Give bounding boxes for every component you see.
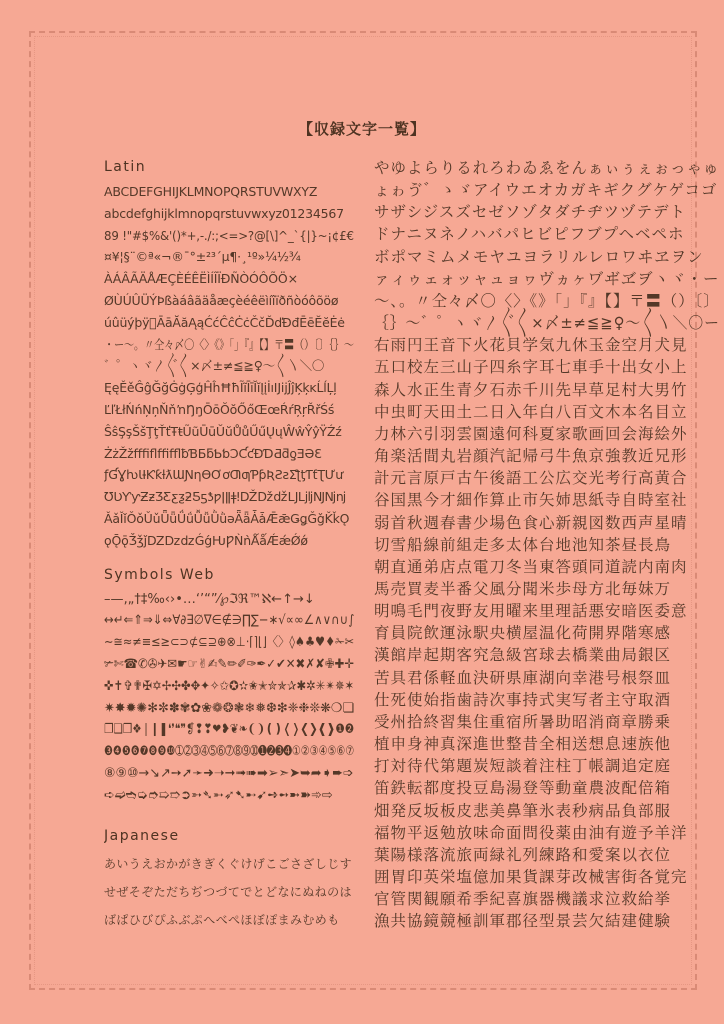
glyph-line: 官管関観願希季紀喜旗器機議求泣救給挙	[374, 890, 672, 909]
glyph-line: ｛｝〜゛゜ヽヾ〳〴〵〱×〆±≠≦≧♀〜〱〵＼〇ー	[374, 314, 720, 333]
glyph-line: 89 !"#$%&'()*+,-./:;<=>?@[\]^_`{|}~¡¢£€	[104, 227, 354, 243]
glyph-line: ❐❑❒❖❘❙❚❛❜❝❞❡❢❣❤❥❦❧❨❩❪❫❬❭❮❯❰❱❶❷	[104, 722, 354, 738]
glyph-line: 谷国黒今才細作算止市矢姉思紙寺自時室社	[374, 491, 688, 510]
glyph-line: ǍǎǏǐǑǒǓǔǕǖǗǘǙǚǛǜǝǞǟǠǡǢǣǤǥǦǧǨǩǪ	[104, 510, 350, 526]
glyph-line: 漢館岸起期客究急級宮球去橋業曲局銀区	[374, 646, 672, 665]
glyph-line: ァィゥェォッャュョヮヴヵヶヷヸヹヺヽヾ・ー	[374, 269, 720, 288]
glyph-line: あいうえおかがきぎくぐけげこごさざしじす	[104, 856, 353, 871]
glyph-line: 〜、。〃仝々〆〇〈〉《》「」『』【】〒〓（）〔〕	[374, 291, 720, 310]
glyph-line: ➪➫➬➭➮➯➱➲➳➴➵➶➷➸➹➺➻➼➽➾⇨	[104, 787, 333, 803]
glyph-line: ∼≅≈≠≡≤≥⊂⊃⊄⊆⊇⊕⊗⊥⋅⌈⌉⌊⌋〈〉◊♠♣♥♦✁✂	[104, 635, 354, 651]
section-heading-symbols-web: Symbols Web	[104, 566, 215, 583]
glyph-line: 力林六引羽雲園遠何科夏家歌画回会海絵外	[374, 424, 688, 443]
latin-glyph-list	[104, 181, 354, 552]
glyph-line: 仕死使始指歯詩次事持式実写者主守取酒	[374, 690, 672, 709]
glyph-line: 明鳴毛門夜野友用曜来里理話悪安暗医委意	[374, 602, 688, 621]
glyph-line: ゛゜ヽヾ〳〴〵〱×〆±≠≦≧♀〜〱〵＼〇	[104, 358, 325, 374]
glyph-line: ABCDEFGHIJKLMNOPQRSTUVWXYZ	[104, 184, 318, 199]
glyph-line: 漁共協鏡競極訓軍郡径型景芸欠結建健験	[374, 912, 672, 931]
glyph-line: ✜✝✞✟✠✡✢✣✤✥✦✧✩✪✫✬✭✮✯✰✱✲✳✴✵✶	[104, 678, 354, 694]
page-title: 【収録文字一覧】	[297, 120, 426, 138]
glyph-line: 受州拾終習集住重宿所暑助昭消商章勝乗	[374, 712, 672, 731]
glyph-line: ĽľŁłŃńŅņŇňŉŊŋŌōŎŏŐőŒœŔŕŖŗŘřŚś	[104, 401, 335, 417]
glyph-line: 右雨円王音下火花貝学気九休玉金空月犬見	[374, 336, 688, 355]
glyph-line: ǫǬǭǮǯǰǱǲǳǴǵǶǷǸǹǺǻǼǽǾǿ	[104, 532, 308, 548]
right-column	[374, 154, 720, 954]
glyph-line: 中虫町天田土二日入年白八百文木本名目立	[374, 402, 688, 421]
glyph-line: úûüýþÿ ĀāĂăĄąĆćĈĉĊċČčĎďĐđĒēĔĕĖė	[104, 314, 342, 330]
glyph-line: 角楽活間丸岩顔汽記帰弓牛魚京強教近兄形	[374, 447, 688, 466]
glyph-line: ØÙÚÛÜÝÞßàáâãäåæçèéêëìíîïðñòóôõöø	[104, 292, 339, 308]
glyph-line: 五口校左三山子四糸字耳七車手十出女小上	[374, 358, 688, 377]
glyph-line: ✷✸✹✺✻✼✽✾✿❀❁❂❃❄❅❆❇❈❉❊❋❍❏	[104, 700, 354, 716]
section-heading-latin: Latin	[104, 159, 147, 175]
glyph-line: 福物平返勉放味命面問役薬由油有遊予羊洋	[374, 823, 688, 842]
glyph-line: 葉陽様落流旅両緑礼列練路和愛案以衣位	[374, 845, 672, 864]
glyph-line: 畑発反坂板皮悲美鼻筆氷表秒病品負部服	[374, 801, 672, 820]
glyph-line: 笛鉄転都度投豆島湯登等動童農波配倍箱	[374, 779, 672, 798]
glyph-line: ¤¥¦§¨©ª«¬®¯°±²³´µ¶·¸¹º»¼½¾	[104, 249, 301, 265]
glyph-line: ĘęĚěĜĝĞğĠġĢģĤĥĦħĨĩĪīĬĭĮįİıĲĳĴĵĶķĸĹĺĻļ	[104, 380, 337, 396]
glyph-line: やゆよらりるれろわゐゑをんぁぃぅぇぉっゃゅ	[374, 159, 720, 177]
glyph-line: 切雪船線前組走多太体台地池知茶昼長鳥	[374, 535, 672, 554]
glyph-line: 弱首秋週春書少場色食心新親図数西声星晴	[374, 513, 688, 532]
glyph-line: せぜそぞただちぢつづてでとどなにぬねのは	[104, 884, 352, 899]
left-column	[104, 156, 354, 946]
glyph-line: ・ー〜。〃仝々〆〇〈〉《》「」『』【】〒〓（）〔〕｛｝〜	[104, 336, 354, 352]
symbols-glyph-list	[104, 589, 354, 807]
glyph-line: 朝直通弟店点電刀冬当東答頭同道読内南肉	[374, 557, 688, 576]
japanese-kana-kanji-list	[374, 157, 720, 932]
glyph-line: 森人水正生青夕石赤千川先早草足村大男竹	[374, 380, 688, 399]
glyph-line: 計元言原戸古午後語工公広交光考行高黄合	[374, 469, 688, 488]
glyph-line: ŻżŽžﬀﬁﬂﬃﬄƀƁƂƃƄƅƆƇƈƉƊƋƌƍƎƏƐ	[104, 445, 322, 461]
glyph-line: –—‚„†‡‰‹›•…‘’“”⁄℘ℑℜ™ℵ←↑→↓	[104, 591, 315, 607]
glyph-line: 苦具君係軽血決研県庫湖向幸港号根祭皿	[374, 668, 672, 687]
section-heading-japanese: Japanese	[104, 827, 180, 844]
glyph-line: 育員院飲運泳駅央横屋温化荷開界階寒感	[374, 624, 672, 643]
glyph-line: abcdefghijklmnopqrstuvwxyz01234567	[104, 205, 344, 221]
glyph-line: サザシジスズセゼソゾタダチヂツヅテデト	[374, 203, 687, 222]
glyph-line: ボポマミムメモヤユヨラリルレロワヰヱヲン	[374, 247, 704, 266]
glyph-line: ↔↵⇐⇑⇒⇓⇔∀∂∃∅∇∈∉∋∏∑−∗√∝∞∠∧∨∩∪∫	[104, 613, 354, 629]
glyph-line: ƱƲƳƴƵƶƷƸƹƺƻƼƽƾƿǀǁǂǃǄǅǆǇǈǉǊǋǌ	[104, 489, 346, 505]
glyph-line: ばぱひびぴふぶぷへべぺほぼぽまみむめも	[104, 912, 340, 927]
glyph-line: ❸❹❺❻❼❽❾❿➀➁➂➃➄➅➆➇➈➉➊➋➌➍①②③④⑤⑥⑦	[104, 744, 354, 760]
glyph-line: 囲胃印英栄塩億加果貨課芽改械害街各覚完	[374, 868, 688, 886]
glyph-line: ✃✄☎✆✇✈✉☛☞✌✍✎✏✐✑✒✓✔✕✖✗✘✙✚✛	[104, 656, 354, 672]
glyph-line: 植申身神真深進世整昔全相送想息速族他	[374, 735, 672, 754]
glyph-line: ŜŝŞşŠšŢţŤťŦŧŨũŪūŬŭŮůŰűŲųŴŵŶŷŸŹź	[104, 423, 342, 439]
japanese-kana-list	[104, 850, 354, 934]
glyph-line: ƒƓƔƕƖƗƘƙƚƛƜƝƞƟƠơƢƣƤƥƦƧƨƩƪƫƬƭƮƯư	[104, 467, 344, 483]
glyph-line: ドナニヌネノハバパヒビピフブプヘベペホ	[374, 225, 685, 244]
glyph-line: 打対待代第題炭短談着注柱丁帳調追定庭	[374, 757, 672, 776]
glyph-line: ょゎゔ゛ゝゞアイウエオカガキギクグケゲコゴ	[374, 181, 718, 200]
glyph-line: 馬売買麦半番父風分聞米歩母方北毎妹万	[374, 579, 672, 598]
glyph-line: ⑧⑨⑩→↘↗➙➚➛➜➝➞➟➠➡➢➣➤➥➦➧➨➩	[104, 765, 354, 781]
glyph-line: ÀÁÂÃÄÅÆÇÈÉÊËÌÍÎÏÐÑÒÓÔÕÖ×	[104, 271, 298, 287]
